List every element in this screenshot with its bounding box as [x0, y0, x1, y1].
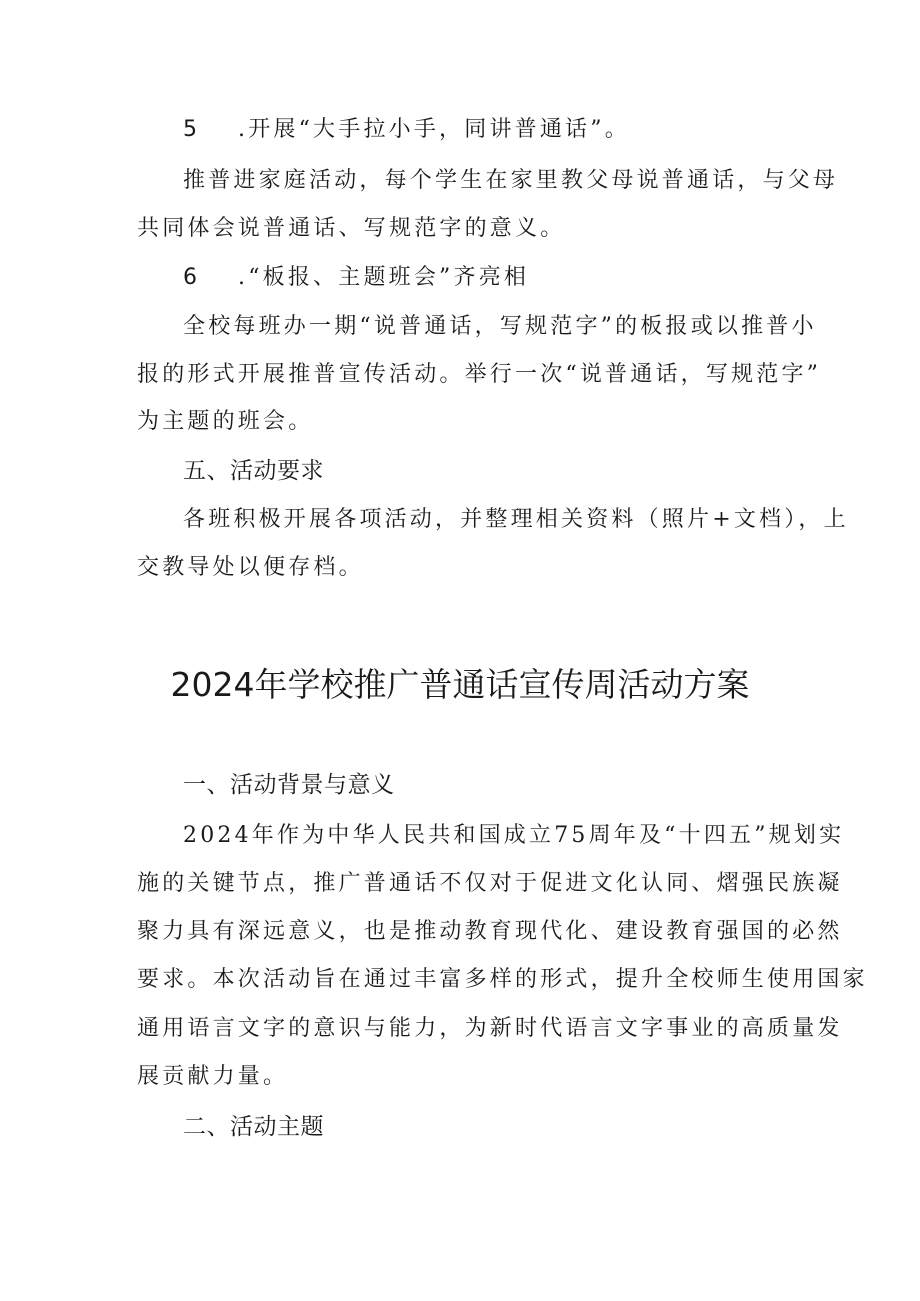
- section-1-heading: 一、活动背景与意义: [183, 772, 395, 798]
- section-1-body-line-5: 通用语言文字的意识与能力，为新时代语言文字事业的高质量发: [137, 1016, 843, 1041]
- item-6-heading: .“板报、主题班会”齐亮相: [238, 265, 530, 290]
- item-6-body-line-1: 全校每班办一期“说普通话，写规范字”的板报或以推普小: [183, 314, 817, 339]
- section-5-body-line-1: 各班积极开展各项活动，并整理相关资料（照片+文档），上: [183, 507, 849, 532]
- section-5-heading: 五、活动要求: [183, 458, 324, 484]
- section-2-heading: 二、活动主题: [183, 1114, 324, 1140]
- item-6-body-line-3: 为主题的班会。: [137, 409, 314, 434]
- item-5-number: 5: [183, 117, 197, 142]
- item-5-body-line-2: 共同体会说普通话、写规范字的意义。: [137, 216, 566, 241]
- section-5-body-line-2: 交教导处以便存档。: [137, 555, 364, 580]
- section-1-body-line-6: 展贡献力量。: [137, 1064, 289, 1089]
- section-1-body-line-3: 聚力具有深远意义，也是推动教育现代化、建设教育强国的必然: [137, 919, 843, 944]
- document-title: 2024年学校推广普通话宣传周活动方案: [170, 665, 750, 704]
- section-1-body-line-2: 施的关键节点，推广普通话不仅对于促进文化认同、熠强民族凝: [137, 871, 843, 896]
- item-6-body-line-2: 报的形式开展推普宣传活动。举行一次“说普通话，写规范字”: [137, 362, 822, 387]
- item-5-body-line-1: 推普进家庭活动，每个学生在家里教父母说普通话，与父母: [183, 168, 839, 193]
- section-1-body-line-4: 要求。本次活动旨在通过丰富多样的形式，提升全校师生使用国家: [137, 967, 868, 992]
- item-6-number: 6: [183, 265, 197, 290]
- section-1-body-line-1: 2024年作为中华人民共和国成立75周年及“十四五”规划实: [183, 823, 845, 848]
- item-5-heading: .开展“大手拉小手，同讲普通话”。: [238, 117, 630, 142]
